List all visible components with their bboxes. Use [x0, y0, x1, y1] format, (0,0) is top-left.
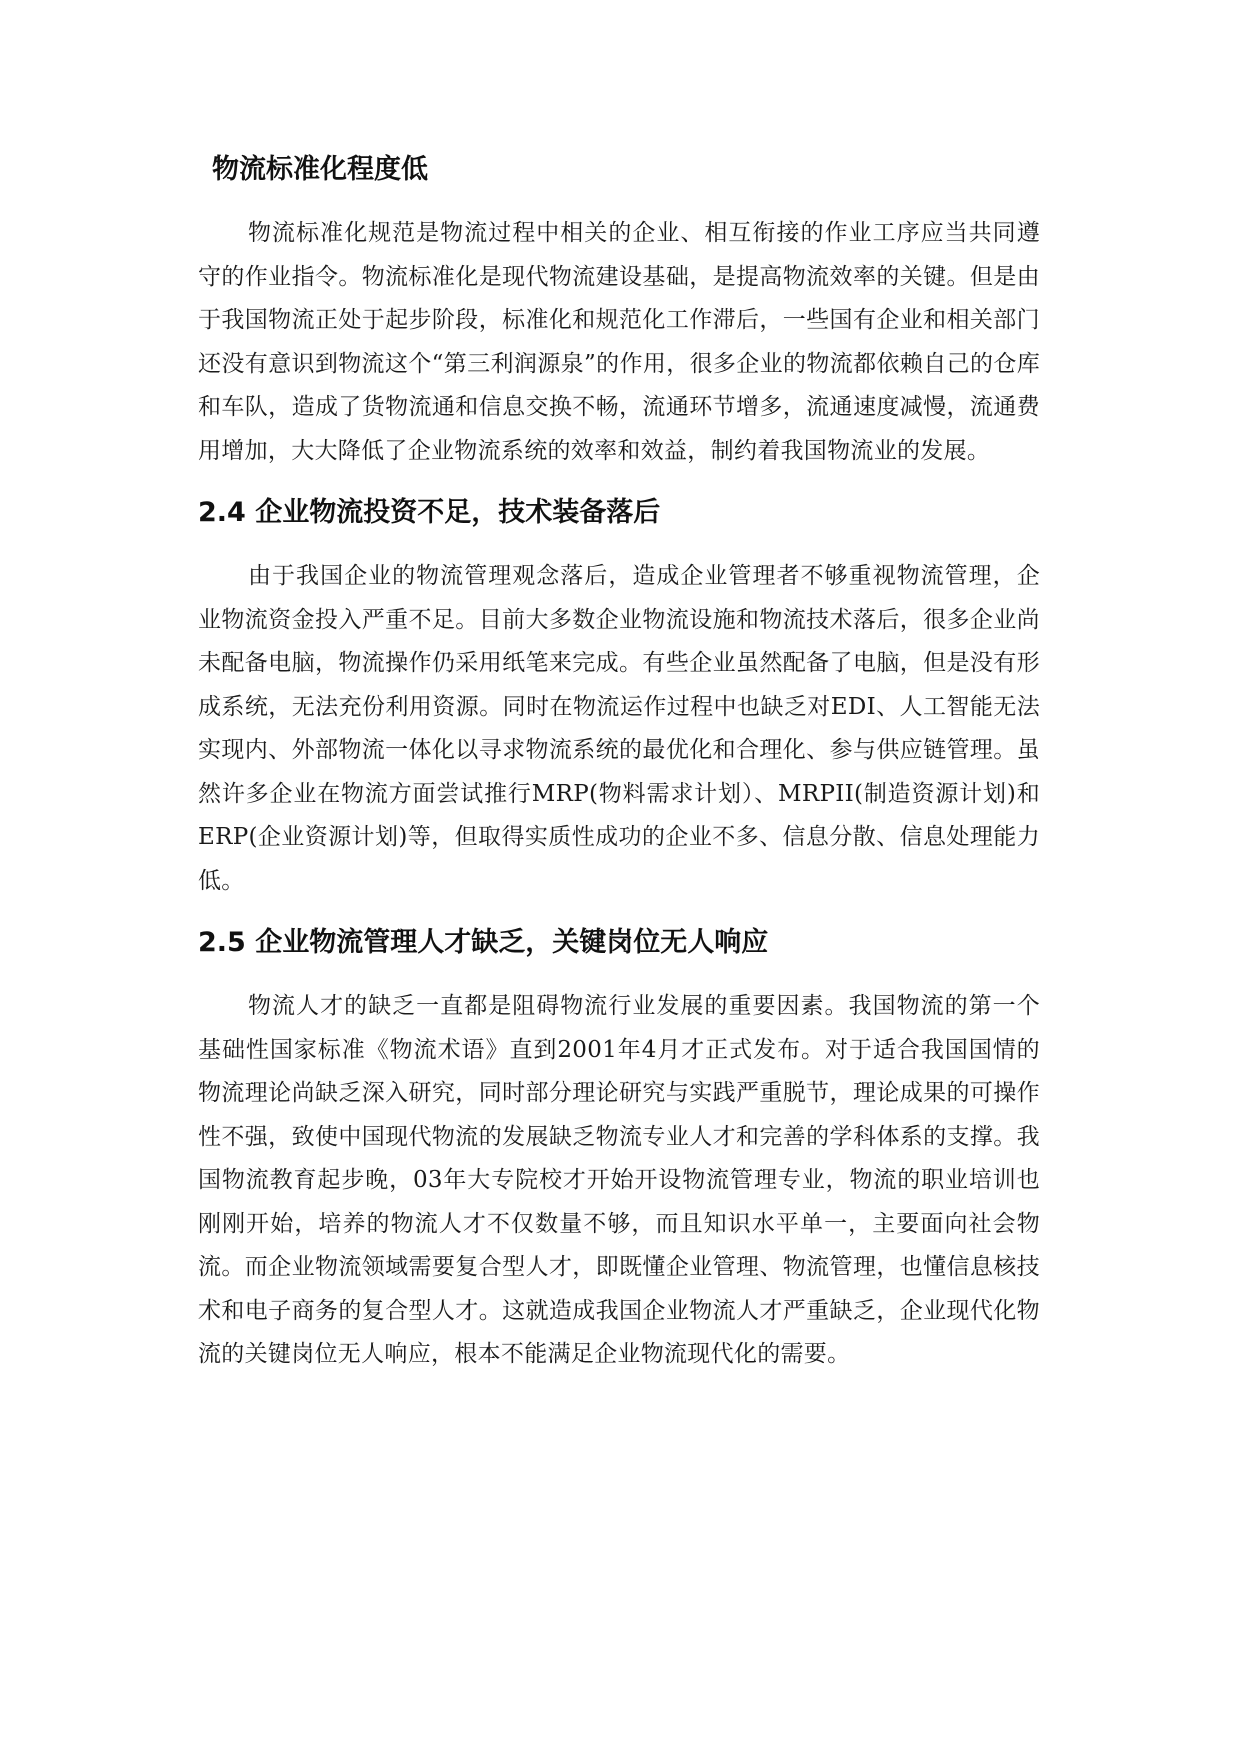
spacer [198, 473, 1040, 493]
spacer [198, 533, 1040, 555]
paragraph-standardization: 物流标准化规范是物流过程中相关的企业、相互衔接的作业工序应当共同遵守的作业指令。物流标准化是现代物流建设基础，是提高物流效率的关键。但是由于我国物流正处于起步阶段，标准化和规范化工作滞后，一些国有企业和相关部门还没有意识到物流这个“第三利润源泉”的作用，很多企业的物流都依赖自己的仓库和车队，造成了货物流通和信息交换不畅，流通环节增多，流通速度减慢，流通费用增加，大大降低了企业物流系统的效率和效益，制约着我国物流业的发展。 [198, 220, 1040, 464]
spacer [198, 963, 1040, 985]
spacer [198, 903, 1040, 923]
spacer [198, 190, 1040, 212]
section-heading-investment: 2.4 企业物流投资不足，技术装备落后 [198, 497, 661, 528]
paragraph-talent: 物流人才的缺乏一直都是阻碍物流行业发展的重要因素。我国物流的第一个基础性国家标准《物流术语》直到2001年4月才正式发布。对于适合我国国情的物流理论尚缺乏深入研究，同时部分理论研究与实践严重脱节，理论成果的可操作性不强，致使中国现代物流的发展缺乏物流专业人才和完善的学科体系的支撑。我国物流教育起步晚，03年大专院校才开始开设物流管理专业，物流的职业培训也刚刚开始，培养的物流人才不仅数量不够，而且知识水平单一，主要面向社会物流。而企业物流领域需要复合型人才，即既懂企业管理、物流管理，也懂信息核技术和电子商务的复合型人才。这就造成我国企业物流人才严重缺乏，企业现代化物流的关键岗位无人响应，根本不能满足企业物流现代化的需要。 [198, 993, 1040, 1367]
section-heading-standardization: 物流标准化程度低 [212, 154, 428, 185]
document-body [198, 150, 1040, 1377]
section-heading-talent: 2.5 企业物流管理人才缺乏，关键岗位无人响应 [198, 927, 769, 958]
paragraph-investment: 由于我国企业的物流管理观念落后，造成企业管理者不够重视物流管理，企业物流资金投入严重不足。目前大多数企业物流设施和物流技术落后，很多企业尚未配备电脑，物流操作仍采用纸笔来完成。有些企业虽然配备了电脑，但是没有形成系统，无法充份利用资源。同时在物流运作过程中也缺乏对EDI、人工智能无法实现内、外部物流一体化以寻求物流系统的最优化和合理化、参与供应链管理。虽然许多企业在物流方面尝试推行MRP(物料需求计划）、MRPII(制造资源计划)和ERP(企业资源计划)等，但取得实质性成功的企业不多、信息分散、信息处理能力低。 [198, 563, 1040, 894]
